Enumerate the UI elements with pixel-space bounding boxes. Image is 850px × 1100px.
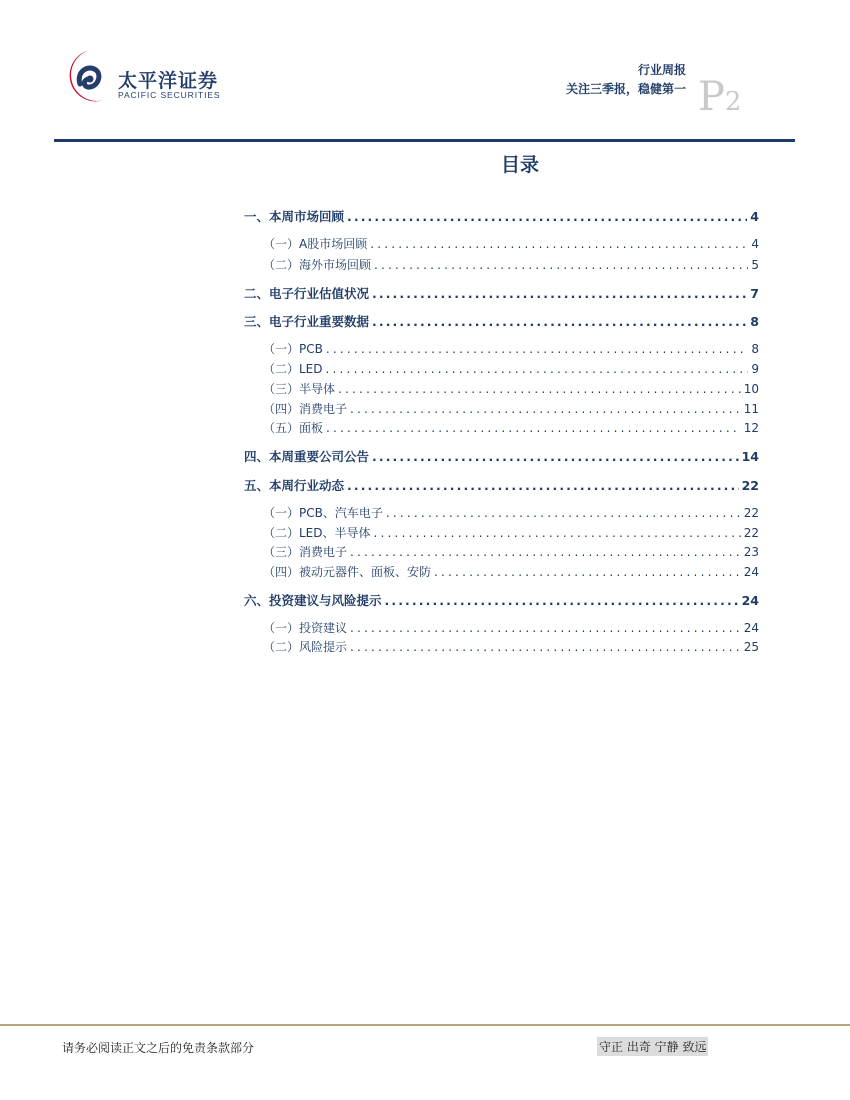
toc-entry[interactable] <box>263 419 759 436</box>
toc-entry-page: 24 <box>741 593 759 608</box>
toc-entry-label: （二）LED <box>263 362 323 376</box>
toc-entry-page: 4 <box>750 209 759 224</box>
toc-entry-label: （一）A股市场回顾 <box>263 237 368 251</box>
toc-entry[interactable] <box>263 235 759 252</box>
toc-entry-page: 22 <box>741 478 759 493</box>
toc-leader <box>372 286 747 301</box>
toc-entry-page: 7 <box>750 286 759 301</box>
toc-entry-page: 11 <box>743 402 759 416</box>
toc-entry[interactable] <box>263 256 759 273</box>
toc-leader <box>385 593 739 608</box>
toc-entry-label: （五）面板 <box>263 421 324 435</box>
toc-entry[interactable] <box>263 504 759 521</box>
toc-entry-label: 一、本周市场回顾 <box>244 209 345 224</box>
toc-entry[interactable] <box>263 400 759 417</box>
toc-leader <box>374 258 748 272</box>
toc-entry-label: 五、本周行业动态 <box>244 478 345 493</box>
toc-leader <box>326 342 749 356</box>
toc-leader <box>372 449 739 464</box>
toc-entry-page: 24 <box>743 621 759 635</box>
toc-entry-label: 六、投资建议与风险提示 <box>244 593 382 608</box>
toc-entry-page: 24 <box>743 565 759 579</box>
toc-entry-page: 5 <box>751 258 759 272</box>
toc-leader <box>386 506 741 520</box>
toc-title: 目录 <box>500 154 539 176</box>
toc-entry-page: 9 <box>751 362 759 376</box>
toc-leader <box>374 526 741 540</box>
toc-entry[interactable] <box>263 360 759 377</box>
toc-entry-label: 四、本周重要公司公告 <box>244 449 370 464</box>
toc-entry[interactable] <box>263 563 759 580</box>
toc-entry-label: （一）投资建议 <box>263 621 348 635</box>
toc-entry[interactable] <box>244 591 759 609</box>
toc-entry[interactable] <box>263 619 759 636</box>
page-number-value: 2 <box>724 87 742 117</box>
toc-entry-page: 12 <box>743 421 759 435</box>
toc-entry[interactable] <box>244 207 759 225</box>
toc-entry[interactable] <box>263 638 759 655</box>
toc-leader <box>347 209 747 224</box>
toc-entry-page: 8 <box>751 342 759 356</box>
toc-entry-page: 4 <box>751 237 759 251</box>
footer-divider <box>0 1024 850 1026</box>
header-divider <box>54 139 795 142</box>
toc-entry-label: （二）LED、半导体 <box>263 526 371 540</box>
toc-entry-label: （三）消费电子 <box>263 545 348 559</box>
toc-entry-page: 25 <box>743 640 759 654</box>
toc-entry-label: （三）半导体 <box>263 382 336 396</box>
toc-entry-label: （二）风险提示 <box>263 640 348 654</box>
toc-leader <box>350 545 741 559</box>
toc-entry-label: （一）PCB <box>263 342 323 356</box>
toc-entry-label: 二、电子行业估值状况 <box>244 286 370 301</box>
toc-entry-label: （四）被动元器件、面板、安防 <box>263 565 432 579</box>
toc-entry-page: 14 <box>741 449 759 464</box>
toc-entry-label: 三、电子行业重要数据 <box>244 314 370 329</box>
toc-leader <box>350 402 741 416</box>
toc-entry[interactable] <box>263 380 759 397</box>
toc-leader <box>347 478 739 493</box>
toc-entry[interactable] <box>244 312 759 330</box>
page-prefix: P <box>698 74 725 120</box>
toc-entry[interactable] <box>263 543 759 560</box>
toc-entry[interactable] <box>263 340 759 357</box>
toc-leader <box>350 621 741 635</box>
toc-leader <box>338 382 741 396</box>
logo-name-cn: 太平洋证券 <box>118 70 219 92</box>
toc-leader <box>372 314 747 329</box>
toc-entry[interactable] <box>244 284 759 302</box>
toc-entry-page: 23 <box>743 545 759 559</box>
toc-entry[interactable] <box>244 447 759 465</box>
pacific-securities-logo-icon <box>60 46 112 110</box>
toc-entry[interactable] <box>263 524 759 541</box>
toc-leader <box>370 237 748 251</box>
toc-entry-page: 22 <box>743 506 759 520</box>
toc-entry-label: （一）PCB、汽车电子 <box>263 506 383 520</box>
toc-entry-page: 22 <box>743 526 759 540</box>
toc-entry-label: （二）海外市场回顾 <box>263 258 372 272</box>
report-type: 行业周报 <box>637 63 686 77</box>
toc-entry-page: 10 <box>743 382 759 396</box>
footer-motto: 守正 出奇 宁静 致远 <box>597 1037 708 1056</box>
toc-leader <box>434 565 741 579</box>
toc-entry[interactable] <box>244 476 759 494</box>
toc-entry-label: （四）消费电子 <box>263 402 348 416</box>
toc-leader <box>350 640 741 654</box>
toc-leader <box>326 421 741 435</box>
footer-disclaimer: 请务必阅读正文之后的免责条款部分 <box>62 1041 255 1055</box>
page-number <box>698 74 741 120</box>
toc-entry-page: 8 <box>750 314 759 329</box>
toc-leader <box>326 362 749 376</box>
report-subtitle: 关注三季报，稳健第一 <box>565 82 686 96</box>
company-logo <box>60 46 230 110</box>
logo-name-en: PACIFIC SECURITIES <box>118 90 221 100</box>
